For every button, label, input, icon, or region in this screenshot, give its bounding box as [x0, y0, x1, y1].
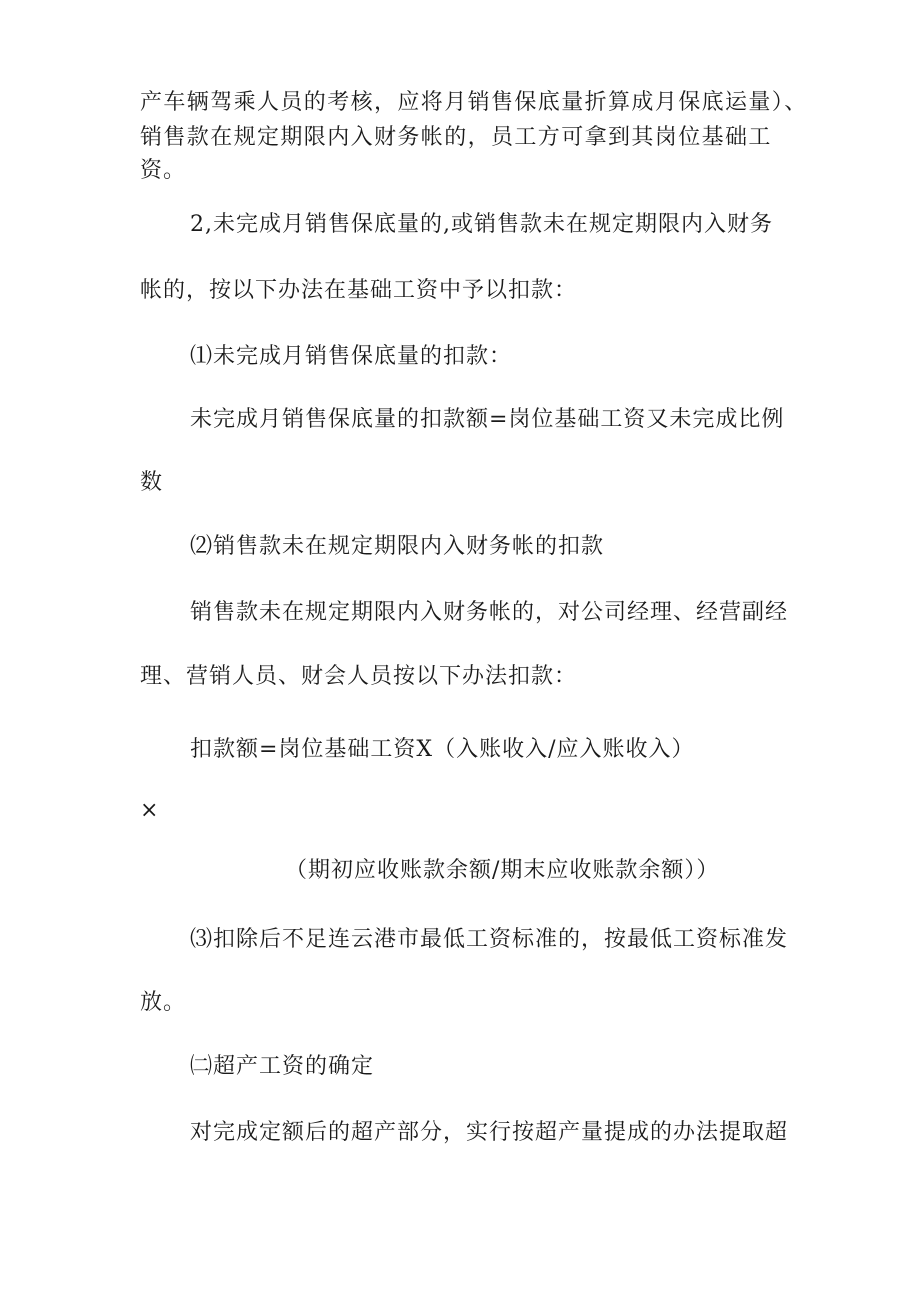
paragraph-line: 帐的，按以下办法在基础工资中予以扣款： [140, 278, 578, 303]
formula-line: 扣款额=岗位基础工资X（入账收入/应入账收入） [190, 737, 695, 762]
formula-line: （期初应收账款余额/期末应收账款余额）） [285, 858, 720, 883]
subheading-line: ⑴未完成月销售保底量的扣款： [190, 344, 513, 369]
formula-line: 数 [140, 470, 164, 495]
paragraph-line: 理、营销人员、财会人员按以下办法扣款： [140, 664, 578, 689]
subheading-line: ⑵销售款未在规定期限内入财务帐的扣款 [190, 534, 605, 559]
paragraph-line: 放。 [140, 990, 187, 1015]
formula-line: × [140, 798, 160, 823]
paragraph-line: 产车辆驾乘人员的考核，应将月销售保底量折算成月保底运量）、 [140, 90, 808, 115]
paragraph-line: 对完成定额后的超产部分，实行按超产量提成的办法提取超 [190, 1120, 789, 1145]
paragraph-line: 销售款未在规定期限内入财务帐的，对公司经理、经营副经 [190, 600, 789, 625]
paragraph-line: 2,未完成月销售保底量的,或销售款未在规定期限内入财务 [190, 212, 773, 237]
paragraph-line: 销售款在规定期限内入财务帐的，员工方可拿到其岗位基础工 [140, 125, 772, 150]
formula-line: 未完成月销售保底量的扣款额=岗位基础工资又未完成比例 [190, 407, 785, 432]
section-heading: ㈡超产工资的确定 [190, 1054, 375, 1079]
paragraph-line: 资。 [140, 158, 187, 183]
paragraph-line: ⑶扣除后不足连云港市最低工资标准的，按最低工资标准发 [190, 927, 789, 952]
